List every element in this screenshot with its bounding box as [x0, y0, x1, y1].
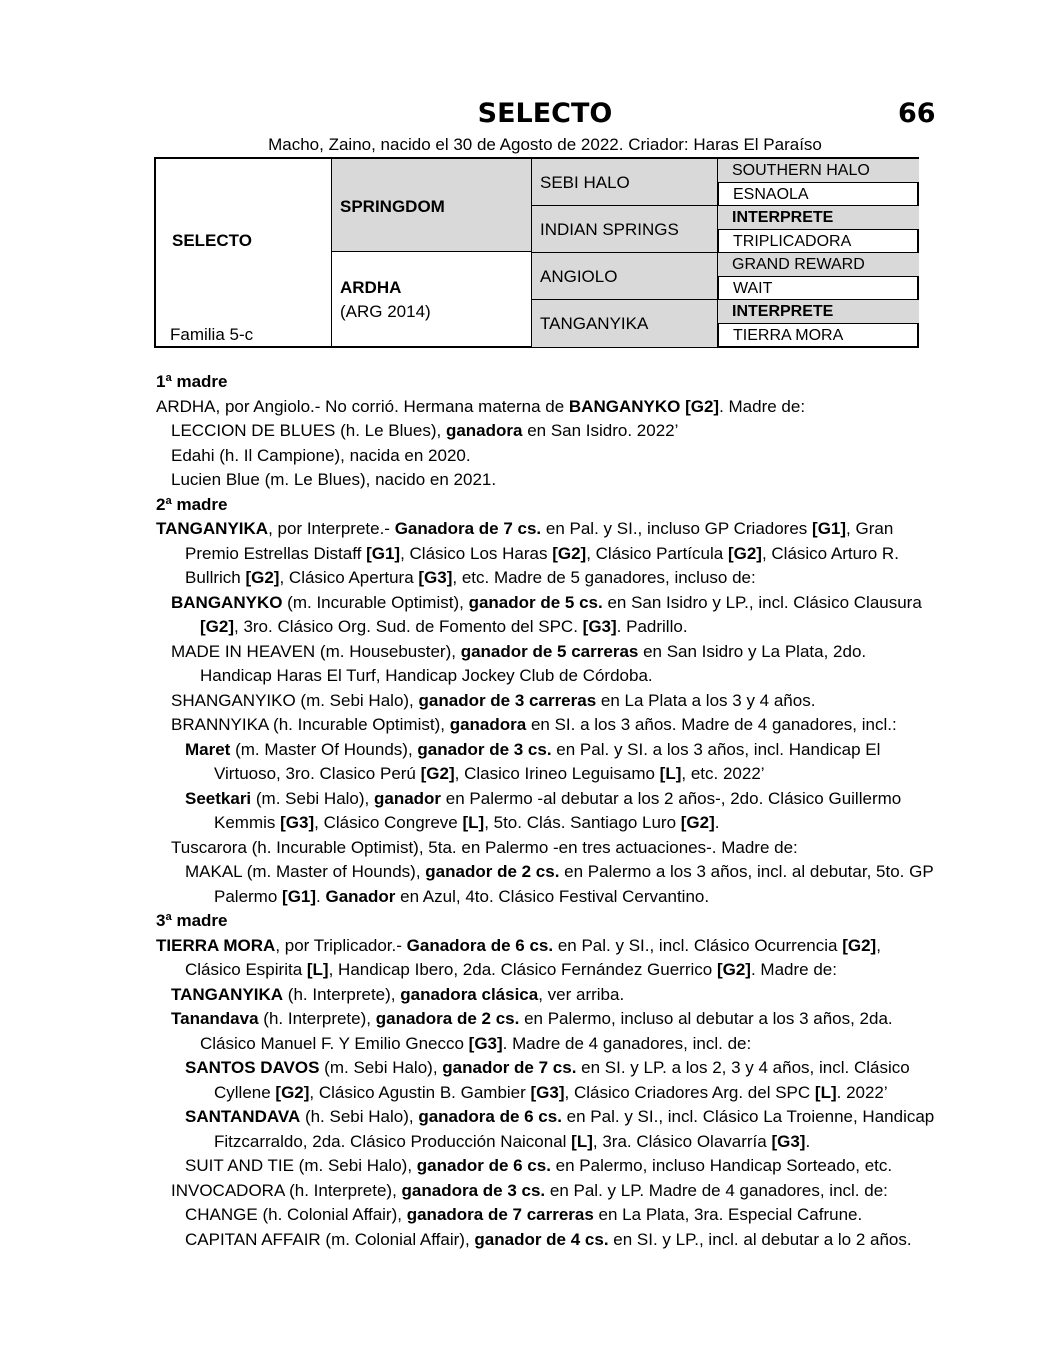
entry-text: , 3ra. Clásico Olavarría	[592, 1131, 772, 1151]
emphasis-text: [G2]	[842, 935, 877, 955]
emphasis-text: TANGANYIKA	[171, 984, 284, 1004]
emphasis-text: [L]	[571, 1131, 593, 1151]
entry-text: (m. Sebi Halo),	[251, 788, 374, 808]
emphasis-text: ganador de 3 cs.	[417, 739, 552, 759]
entry-text: , por Interprete.-	[268, 519, 395, 538]
emphasis-text: [G3]	[582, 617, 617, 636]
entry-text: en Pal. y LP. Madre de 4 ganadores, incl. de:	[545, 1180, 888, 1200]
pedigree-entry	[156, 1179, 941, 1204]
entry-text: , etc. 2022’	[681, 764, 765, 783]
pedigree-family: Familia 5-c	[170, 325, 254, 344]
pedigree-table	[154, 157, 919, 348]
entry-text: en Pal. y SI., incl. Clásico Ocurrencia	[553, 935, 843, 955]
pedigree-entry	[156, 689, 941, 714]
entry-text: Tuscarora (h. Incurable Optimist), 5ta. en Palermo -en tres actuaciones-. Madre de:	[171, 837, 798, 857]
entry-text: . Madre de 4 ganadores, incl. de:	[502, 1033, 752, 1053]
emphasis-text: ganador	[373, 788, 442, 808]
emphasis-text: SANTANDAVA	[185, 1107, 301, 1126]
entry-text: , Clásico Criadores Arg. del SPC	[564, 1082, 815, 1102]
emphasis-text: ganadora de 3 cs.	[401, 1180, 546, 1200]
pedigree-gen4-ancestor: INTERPRETE	[718, 300, 919, 324]
pedigree-dam-origin: (ARG 2014)	[340, 302, 431, 321]
entry-text: , Clásico Agustin B. Gambier	[309, 1082, 531, 1102]
entry-text: , 3ro. Clásico Org. Sud. de Fomento del SPC.	[234, 617, 583, 636]
entry-text: ARDHA, por Angiolo.- No corrió. Hermana materna de	[156, 396, 569, 416]
pedigree-gen4-ancestor: GRAND REWARD	[718, 253, 919, 277]
entry-text: en Pal. y SI., incluso GP Criadores	[541, 519, 813, 538]
pedigree-dam-cell	[332, 252, 532, 346]
entry-text: SUIT AND TIE (m. Sebi Halo),	[185, 1156, 417, 1175]
entry-text: , etc. Madre de 5 ganadores, incluso de:	[452, 568, 756, 587]
pedigree-gen4-ancestor: ESNAOLA	[718, 183, 919, 207]
pedigree-dam-sire: ANGIOLO	[532, 253, 718, 300]
horse-title: SELECTO	[477, 98, 613, 129]
entry-text: en SI. y LP. a los 2, 3 y 4 años, incl. Clásico Cyllene	[214, 1058, 910, 1102]
entry-text: MAKAL (m. Master of Hounds),	[185, 862, 426, 881]
emphasis-text: [G3]	[418, 568, 453, 587]
emphasis-text: Tanandava	[171, 1009, 259, 1028]
entry-text: , 5to. Clás. Santiago Luro	[484, 813, 681, 832]
entry-text: , ver arriba.	[538, 984, 625, 1004]
entry-text: , Clásico Los Haras	[400, 543, 553, 563]
entry-text: en La Plata, 3ra. Especial Cafrune.	[593, 1205, 863, 1224]
emphasis-text: Ganadora de 7 cs.	[394, 519, 542, 538]
entry-text: Edahi (h. Il Campione), nacida en 2020.	[171, 445, 471, 465]
emphasis-text: ganador de 6 cs.	[416, 1156, 551, 1175]
entry-text: . 2022’	[836, 1082, 888, 1102]
emphasis-text: ganadora de 7 carreras	[406, 1205, 594, 1224]
emphasis-text: ganador de 5 carreras	[460, 641, 639, 661]
entry-text: .	[714, 813, 720, 832]
pedigree-entry	[156, 444, 941, 469]
entry-text: (m. Incurable Optimist),	[282, 592, 469, 612]
emphasis-text: [G2]	[727, 543, 762, 563]
emphasis-text: ganador de 4 cs.	[474, 1229, 609, 1249]
emphasis-text: [G3]	[530, 1082, 565, 1102]
emphasis-text: [L]	[659, 764, 682, 783]
emphasis-text: ganador de 3 carreras	[418, 690, 597, 710]
entry-text: . Madre de:	[750, 960, 837, 979]
entry-text: LECCION DE BLUES (h. Le Blues),	[171, 421, 446, 440]
entry-text: (m. Sebi Halo),	[319, 1058, 443, 1077]
entry-text: SHANGANYIKO (m. Sebi Halo),	[171, 690, 419, 710]
entry-text: CAPITAN AFFAIR (m. Colonial Affair),	[185, 1229, 475, 1249]
entry-text: (h. Sebi Halo),	[300, 1107, 419, 1126]
entry-text: en SI. y LP., incl. al debutar a lo 2 años.	[608, 1229, 912, 1249]
entry-text: (h. Interprete),	[258, 1009, 376, 1028]
pedigree-entry	[156, 468, 941, 493]
pedigree-gen4-ancestor: WAIT	[718, 277, 919, 301]
emphasis-text: [G2]	[245, 568, 280, 587]
pedigree-sire-cell	[332, 159, 532, 252]
entry-text: en SI. a los 3 años. Madre de 4 ganadores, incl.:	[526, 715, 897, 734]
emphasis-text: [G2]	[200, 617, 234, 636]
emphasis-text: TANGANYIKA	[156, 519, 269, 538]
pedigree-dam: ARDHA	[340, 278, 402, 297]
entry-text: , Clásico Espirita	[185, 935, 881, 979]
entry-text: en Palermo a los 3 años, incl. al debutar, 5to. GP Palermo	[214, 862, 934, 906]
entry-text: INVOCADORA (h. Interprete),	[171, 1180, 402, 1200]
emphasis-text: ganadora	[449, 715, 527, 734]
entry-text: .	[316, 886, 326, 906]
emphasis-text: ganador de 2 cs.	[425, 862, 560, 881]
entry-text: . Padrillo.	[616, 617, 688, 636]
entry-text: (m. Master Of Hounds),	[230, 739, 418, 759]
emphasis-text: [L]	[814, 1082, 837, 1102]
pedigree-entry	[156, 591, 941, 640]
entry-text: en Palermo, incluso Handicap Sorteado, etc.	[550, 1156, 893, 1175]
entry-text: en Azul, 4to. Clásico Festival Cervantino.	[395, 886, 710, 906]
emphasis-text: [G1]	[812, 519, 847, 538]
entry-text: , Handicap Ibero, 2da. Clásico Fernández Guerrico	[328, 960, 717, 979]
entry-text: , Clásico Congreve	[314, 813, 463, 832]
pedigree-sire-dam: INDIAN SPRINGS	[532, 206, 718, 253]
emphasis-text: [G3]	[280, 813, 315, 832]
pedigree-gen4-ancestor: INTERPRETE	[718, 206, 919, 230]
emphasis-text: ganador de 7 cs.	[442, 1058, 577, 1077]
emphasis-text: [G2]	[716, 960, 751, 979]
emphasis-text: [G2]	[420, 764, 455, 783]
horse-subtitle: Macho, Zaino, nacido el 30 de Agosto de 2022. Criador: Haras El Paraíso	[268, 135, 822, 154]
pedigree-gen4-ancestor: TIERRA MORA	[718, 324, 919, 348]
pedigree-entry	[156, 419, 941, 444]
emphasis-text: ganador de 5 cs.	[468, 592, 603, 612]
emphasis-text: [G1]	[282, 886, 317, 906]
section-heading: 2ª madre	[156, 494, 228, 514]
pedigree-entry	[156, 640, 941, 689]
emphasis-text: [G3]	[771, 1131, 806, 1151]
pedigree-entry	[156, 1203, 941, 1228]
pedigree-gen4-ancestor: SOUTHERN HALO	[718, 159, 919, 183]
pedigree-entry	[156, 395, 941, 420]
entry-text: en Palermo, incluso al debutar a los 3 años, 2da. Clásico Manuel F. Y Emilio Gnecco	[200, 1009, 893, 1053]
emphasis-text: Seetkari	[185, 788, 252, 808]
emphasis-text: BANGANYKO [G2]	[568, 396, 720, 416]
emphasis-text: [G1]	[366, 543, 401, 563]
emphasis-text: [L]	[462, 813, 485, 832]
pedigree-gen4-ancestor: TRIPLICADORA	[718, 230, 919, 254]
entry-text: , Clásico Partícula	[586, 543, 728, 563]
pedigree-entry	[156, 983, 941, 1008]
emphasis-text: [L]	[306, 960, 329, 979]
pedigree-entry	[156, 738, 941, 787]
emphasis-text: ganadora de 6 cs.	[418, 1107, 562, 1126]
dam-line-text	[156, 370, 941, 1252]
entry-text: , por Triplicador.-	[275, 935, 407, 955]
entry-text: , Clásico Apertura	[279, 568, 419, 587]
pedigree-sire: SPRINGDOM	[340, 197, 445, 216]
entry-text: .	[805, 1131, 811, 1151]
lot-number: 66	[898, 98, 936, 129]
pedigree-sire-sire: SEBI HALO	[532, 159, 718, 206]
emphasis-text: TIERRA MORA	[156, 935, 276, 955]
emphasis-text: BANGANYKO	[171, 592, 283, 612]
emphasis-text: [G2]	[680, 813, 715, 832]
pedigree-entry	[156, 1228, 941, 1253]
pedigree-entry	[156, 1105, 941, 1154]
entry-text: BRANNYIKA (h. Incurable Optimist),	[171, 715, 450, 734]
entry-text: en Palermo -al debutar a los 2 años-, 2do. Clásico Guillermo Kemmis	[214, 788, 902, 832]
emphasis-text: ganadora clásica	[400, 984, 539, 1004]
entry-text: , Clasico Irineo Leguisamo	[454, 764, 660, 783]
pedigree-entry	[156, 934, 941, 983]
emphasis-text: [G2]	[552, 543, 587, 563]
pedigree-entry	[156, 1056, 941, 1105]
pedigree-subject-cell	[156, 159, 332, 346]
emphasis-text: Ganador	[325, 886, 396, 906]
pedigree-entry	[156, 1007, 941, 1056]
pedigree-entry	[156, 713, 941, 738]
pedigree-entry	[156, 1154, 941, 1179]
pedigree-entry	[156, 836, 941, 861]
emphasis-text: [G3]	[468, 1033, 503, 1053]
emphasis-text: Maret	[185, 739, 231, 759]
section-heading: 3ª madre	[156, 911, 228, 930]
section-heading: 1ª madre	[156, 372, 228, 391]
entry-text: en San Isidro y La Plata, 2do. Handicap Haras El Turf, Handicap Jockey Club de Córdoba.	[200, 641, 867, 685]
emphasis-text: Ganadora de 6 cs.	[406, 935, 554, 955]
entry-text: MADE IN HEAVEN (m. Housebuster),	[171, 641, 461, 661]
pedigree-entry	[156, 787, 941, 836]
entry-text: , Gran Premio Estrellas Distaff	[185, 519, 894, 563]
entry-text: , Clásico Arturo R. Bullrich	[185, 543, 899, 587]
entry-text: en Pal. y SI. a los 3 años, incl. Handicap El Virtuoso, 3ro. Clasico Perú	[214, 739, 881, 783]
entry-text: en San Isidro. 2022’	[522, 421, 679, 440]
pedigree-subject: SELECTO	[172, 231, 252, 250]
emphasis-text: [G2]	[275, 1082, 310, 1102]
entry-text: (h. Interprete),	[283, 984, 401, 1004]
pedigree-entry	[156, 860, 941, 909]
emphasis-text: ganadora de 2 cs.	[375, 1009, 520, 1028]
entry-text: en Pal. y SI., incl. Clásico La Troienne, Handicap Fitzcarraldo, 2da. Clásico Producción Naiconal	[214, 1107, 935, 1151]
pedigree-dam-dam: TANGANYIKA	[532, 300, 718, 347]
emphasis-text: ganadora	[445, 421, 523, 440]
emphasis-text: SANTOS DAVOS	[185, 1058, 320, 1077]
pedigree-entry	[156, 517, 941, 591]
entry-text: . Madre de:	[719, 396, 806, 416]
entry-text: Lucien Blue (m. Le Blues), nacido en 2021.	[171, 470, 497, 489]
entry-text: en San Isidro y LP., incl. Clásico Clausura	[602, 592, 922, 612]
entry-text: CHANGE (h. Colonial Affair),	[185, 1205, 407, 1224]
entry-text: en La Plata a los 3 y 4 años.	[596, 690, 816, 710]
